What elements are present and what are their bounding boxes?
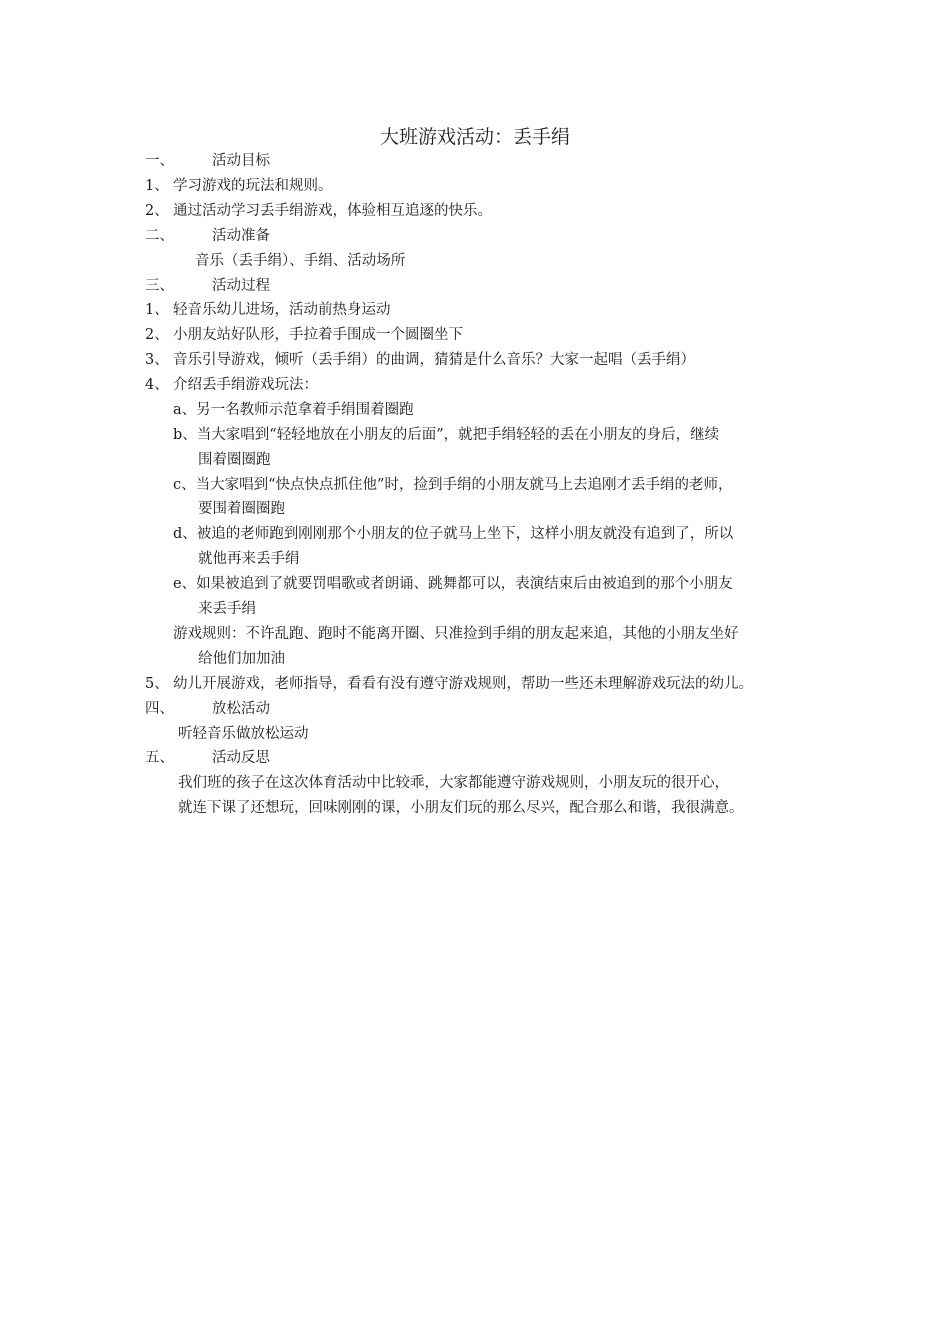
rule-item-b: b、当大家唱到“轻轻地放在小朋友的后面”，就把手绢轻轻的丢在小朋友的身后，继续 bbox=[173, 427, 720, 443]
item-number: 3、 bbox=[145, 352, 169, 368]
rule-item-c-continued: 要围着圈圈跑 bbox=[198, 501, 285, 517]
section-title: 活动反思 bbox=[212, 750, 270, 766]
item-text: 通过活动学习丢手绢游戏，体验相互追逐的快乐。 bbox=[173, 203, 492, 219]
rule-item-e-continued: 来丢手绢 bbox=[198, 601, 256, 617]
section-title: 放松活动 bbox=[212, 701, 270, 717]
item-text: 音乐引导游戏，倾听（丢手绢）的曲调，猜猜是什么音乐？大家一起唱（丢手绢） bbox=[173, 352, 695, 368]
item-text: 轻音乐幼儿进场，活动前热身运动 bbox=[173, 302, 391, 318]
reflection-text: 我们班的孩子在这次体育活动中比较乖，大家都能遵守游戏规则，小朋友玩的很开心， bbox=[178, 775, 729, 791]
rule-item-a: a、另一名教师示范拿着手绢围着圈跑 bbox=[173, 402, 414, 418]
rule-item-d-continued: 就他再来丢手绢 bbox=[198, 551, 300, 567]
item-number: 2、 bbox=[145, 327, 169, 343]
item-number: 1、 bbox=[145, 302, 169, 318]
game-rules-continued: 给他们加加油 bbox=[198, 651, 285, 667]
item-text: 小朋友站好队形，手拉着手围成一个圆圈坐下 bbox=[173, 327, 463, 343]
item-number: 2、 bbox=[145, 203, 169, 219]
section-number: 五、 bbox=[145, 750, 174, 766]
item-text: 幼儿开展游戏，老师指导，看看有没有遵守游戏规则，帮助一些还未理解游戏玩法的幼儿。 bbox=[173, 676, 753, 692]
document-title: 大班游戏活动：丢手绢 bbox=[379, 126, 570, 148]
reflection-text-continued: 就连下课了还想玩，回味刚刚的课，小朋友们玩的那么尽兴，配合那么和谐，我很满意。 bbox=[178, 800, 744, 816]
item-number: 1、 bbox=[145, 178, 169, 194]
item-text: 介绍丢手绢游戏玩法： bbox=[173, 377, 318, 393]
rule-item-b-continued: 围着圈圈跑 bbox=[198, 452, 271, 468]
game-rules: 游戏规则：不许乱跑、跑时不能离开圈、只准捡到手绢的朋友起来追，其他的小朋友坐好 bbox=[173, 626, 739, 642]
prep-text: 音乐（丢手绢）、手绢、活动场所 bbox=[195, 253, 406, 269]
item-text: 学习游戏的玩法和规则。 bbox=[173, 178, 333, 194]
section-number: 四、 bbox=[145, 701, 174, 717]
section-title: 活动过程 bbox=[212, 278, 270, 294]
section-number: 一、 bbox=[145, 153, 174, 169]
item-number: 4、 bbox=[145, 377, 169, 393]
section-number: 二、 bbox=[145, 228, 174, 244]
section-number: 三、 bbox=[145, 278, 174, 294]
relax-text: 听轻音乐做放松运动 bbox=[178, 726, 309, 742]
section-title: 活动准备 bbox=[212, 228, 270, 244]
rule-item-c: c、当大家唱到“快点快点抓住他”时，捡到手绢的小朋友就马上去追刚才丢手绢的老师， bbox=[173, 477, 733, 493]
rule-item-d: d、被追的老师跑到刚刚那个小朋友的位子就马上坐下，这样小朋友就没有追到了，所以 bbox=[173, 526, 734, 542]
section-title: 活动目标 bbox=[212, 153, 270, 169]
item-number: 5、 bbox=[145, 676, 169, 692]
rule-item-e: e、如果被追到了就要罚唱歌或者朗诵、跳舞都可以，表演结束后由被追到的那个小朋友 bbox=[173, 576, 733, 592]
